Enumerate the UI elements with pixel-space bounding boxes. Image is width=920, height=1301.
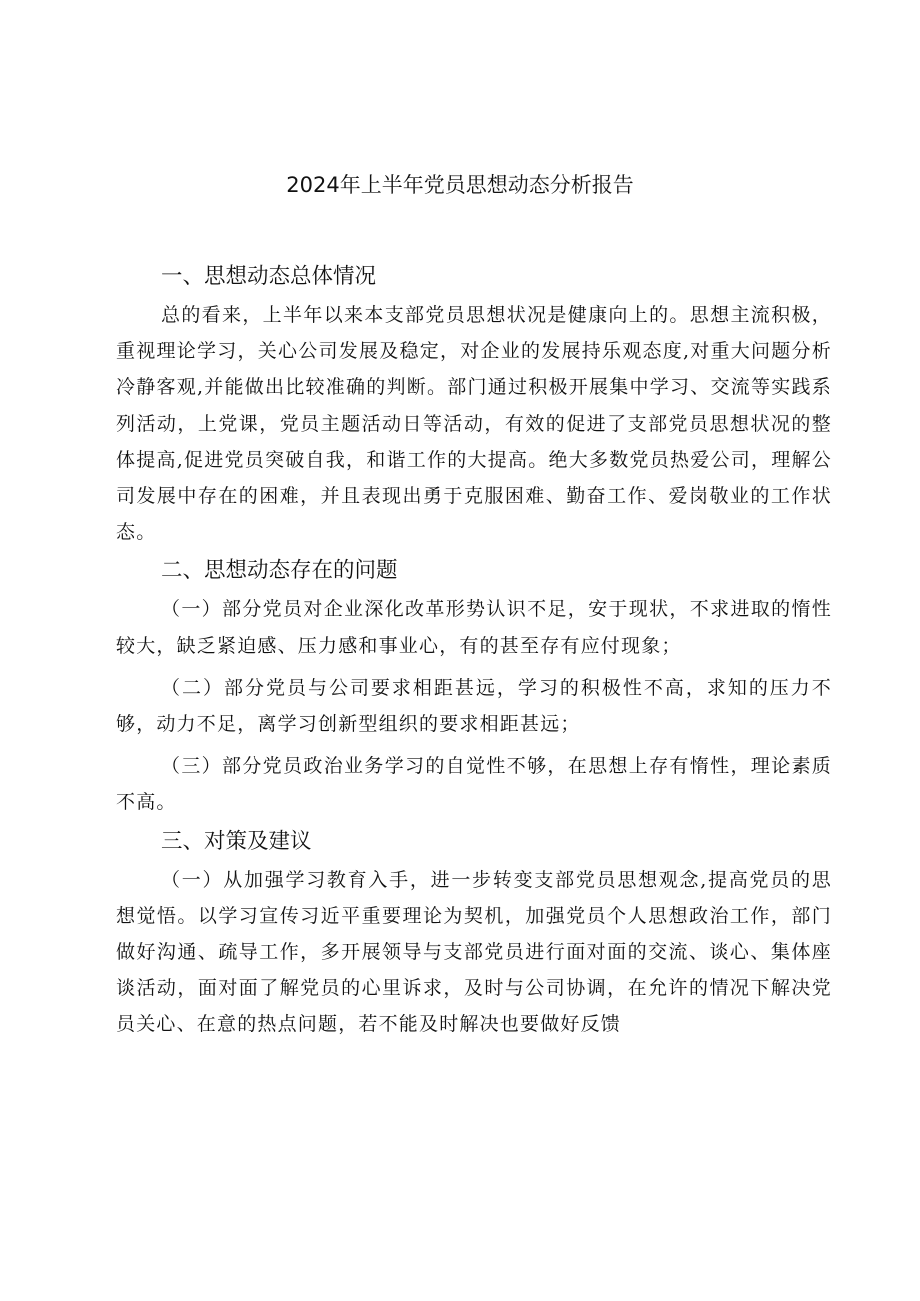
paragraph-problem-3: （三）部分党员政治业务学习的自觉性不够，在思想上存有惰性，理论素质不高。 [116,755,832,814]
document-title: 2024年上半年党员思想动态分析报告 [286,173,634,197]
section-heading-problems: 二、思想动态存在的问题 [161,558,398,584]
section-heading-countermeasures: 三、对策及建议 [161,828,312,854]
paragraph-problem-2: （二）部分党员与公司要求相距甚远，学习的积极性不高，求知的压力不够，动力不足，离学习创新型组织的要求相距甚远； [116,676,832,736]
paragraph-problem-1: （一）部分党员对企业深化改革形势认识不足，安于现状，不求进取的惰性较大，缺乏紧迫感、压力感和事业心，有的甚至存有应付现象； [116,598,832,657]
paragraph-countermeasure-1: （一）从加强学习教育入手，进一步转变支部党员思想观念,提高党员的思想觉悟。以学习宣传习近平重要理论为契机，加强党员个人思想政治工作，部门做好沟通、疏导工作，多开展领导与支部党员进行面对面的交流、谈心、集体座谈活动，面对面了解党员的心里诉求，及时与公司协调，在允许的情况下解决党员关心、在意的热点问题，若不能及时解决也要做好反馈 [116,868,832,1036]
document-body [116,262,832,1049]
paragraph-overall: 总的看来，上半年以来本支部党员思想状况是健康向上的。思想主流积极，重视理论学习，关心公司发展及稳定，对企业的发展持乐观态度,对重大问题分析冷静客观,并能做出比较准确的判断。部门通过积极开展集中学习、交流等实践系列活动，上党课，党员主题活动日等活动，有效的促进了支部党员思想状况的整体提高,促进党员突破自我，和谐工作的大提高。绝大多数党员热爱公司，理解公司发展中存在的困难，并且表现出勇于克服困难、勤奋工作、爱岗敬业的工作状态。 [116,304,832,544]
section-heading-overall: 一、思想动态总体情况 [161,264,377,289]
